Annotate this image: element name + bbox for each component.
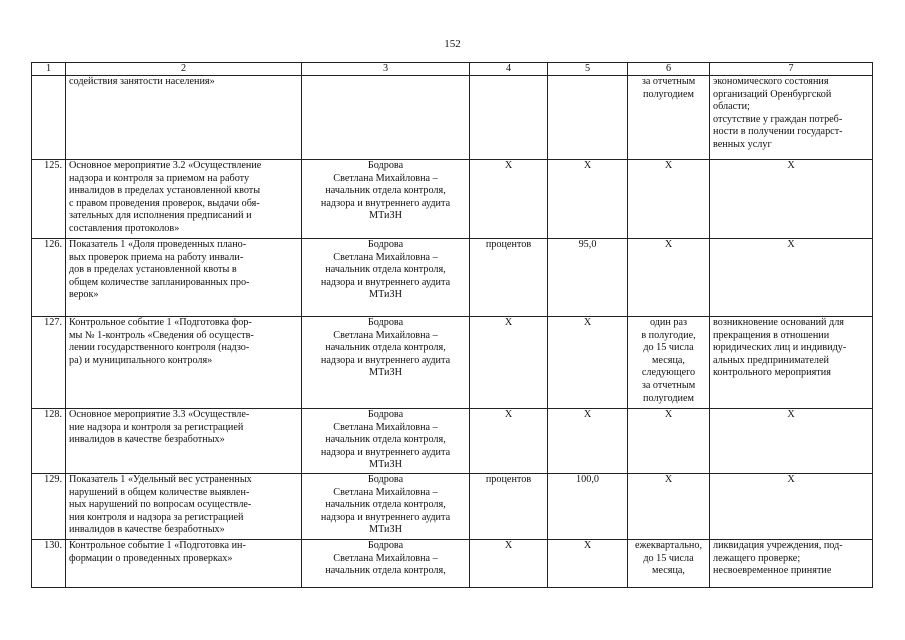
deadline-cell-line: ежеквартально,	[634, 540, 703, 551]
measure-name-cell-line: инвалидов в качестве безработных»	[69, 434, 225, 446]
table-row	[32, 540, 873, 588]
deadline-cell-line: полугодием	[643, 392, 694, 404]
risk-cell	[710, 540, 873, 588]
risk-cell-line: отсутствие у граждан потреб-	[713, 113, 843, 125]
value-cell: X	[548, 540, 628, 588]
risk-cell-line: экономического состояния	[713, 76, 829, 87]
measure-name-cell-line: мы № 1-контроль «Сведения об осуществ-	[69, 329, 254, 341]
table-row	[32, 239, 873, 317]
responsible-cell	[302, 317, 470, 409]
measure-name-cell-line: лении государственного контроля (надзо-	[69, 342, 250, 354]
risk-cell-line: организаций Оренбургской	[713, 88, 832, 100]
risk-cell	[710, 160, 873, 239]
column-number: 6	[628, 63, 710, 76]
unit-cell: X	[470, 160, 548, 239]
responsible-cell-line: начальник отдела контроля,	[325, 185, 446, 197]
deadline-cell	[628, 409, 710, 474]
responsible-cell	[302, 474, 470, 540]
measures-table	[31, 62, 873, 588]
responsible-cell-line: надзора и внутреннего аудита	[320, 197, 451, 209]
risk-cell-line: контрольного мероприятия	[713, 367, 831, 379]
responsible-cell	[302, 160, 470, 239]
risk-cell-line: ликвидация учреждения, под-	[713, 540, 843, 551]
risk-cell-line: возникновение оснований для	[713, 317, 844, 328]
responsible-cell-line: Светлана Михайловна –	[333, 552, 438, 564]
table-row	[32, 409, 873, 474]
responsible-cell-line: Светлана Михайловна –	[333, 172, 438, 184]
measure-name-cell	[66, 76, 302, 160]
responsible-cell-line: Светлана Михайловна –	[333, 251, 438, 263]
risk-cell	[710, 474, 873, 540]
responsible-cell-line: начальник отдела контроля,	[325, 434, 446, 446]
row-number	[32, 76, 66, 160]
responsible-cell-line: начальник отдела контроля,	[325, 565, 446, 577]
measure-name-cell-line: вых проверок приема на работу инвали-	[69, 251, 244, 263]
responsible-cell-line: Светлана Михайловна –	[333, 421, 438, 433]
column-number: 2	[66, 63, 302, 76]
deadline-cell	[628, 76, 710, 160]
measure-name-cell	[66, 239, 302, 317]
deadline-cell-line: за отчетным	[641, 76, 696, 87]
measure-name-cell-line: ных нарушений по вопросам осуществле-	[69, 499, 252, 511]
table-row	[32, 317, 873, 409]
measure-name-cell-line: Показатель 1 «Удельный вес устраненных	[69, 474, 252, 485]
responsible-cell-line: Светлана Михайловна –	[333, 329, 438, 341]
page-number: 152	[444, 38, 461, 50]
responsible-cell-line: МТиЗН	[369, 459, 402, 471]
row-number: 129.	[32, 474, 66, 540]
risk-cell-line: венных услуг	[713, 138, 772, 150]
value-cell: X	[548, 160, 628, 239]
deadline-cell-line: X	[664, 474, 673, 485]
column-number: 3	[302, 63, 470, 76]
measure-name-cell-line: формации о проведенных проверках»	[69, 552, 233, 564]
deadline-cell	[628, 317, 710, 409]
measure-name-cell-line: ра) и муниципального контроля»	[69, 354, 213, 366]
risk-cell-line: области;	[713, 101, 750, 113]
responsible-cell-line: МТиЗН	[369, 367, 402, 379]
measure-name-cell-line: верок»	[69, 289, 99, 301]
responsible-cell-line: МТиЗН	[369, 524, 402, 536]
measure-name-cell-line: Показатель 1 «Доля проведенных плано-	[69, 239, 247, 250]
responsible-cell-line: Бодрова	[367, 317, 404, 328]
measure-name-cell-line: составления протоколов»	[69, 222, 180, 234]
risk-cell	[710, 76, 873, 160]
risk-cell-line: ности в получении государст-	[713, 126, 843, 138]
risk-cell-line: прекращения в отношении	[713, 329, 830, 341]
measure-name-cell	[66, 540, 302, 588]
responsible-cell-line: надзора и внутреннего аудита	[320, 446, 451, 458]
deadline-cell-line: следующего	[641, 367, 696, 379]
unit-cell: X	[470, 409, 548, 474]
risk-cell-line: альных предпринимателей	[713, 354, 829, 366]
deadline-cell-line: один раз	[649, 317, 688, 328]
value-cell: X	[548, 409, 628, 474]
measure-name-cell-line: Контрольное событие 1 «Подготовка ин-	[69, 540, 246, 551]
responsible-cell-line: МТиЗН	[369, 210, 402, 222]
responsible-cell	[302, 239, 470, 317]
risk-cell-line: лежащего проверке;	[713, 552, 801, 564]
risk-cell	[710, 409, 873, 474]
deadline-cell-line: полугодием	[643, 88, 694, 100]
deadline-cell-line: X	[664, 409, 673, 420]
responsible-cell	[302, 540, 470, 588]
risk-cell-line: X	[787, 239, 795, 250]
responsible-cell-line: начальник отдела контроля,	[325, 264, 446, 276]
measure-name-cell-line: Основное мероприятие 3.3 «Осуществле-	[69, 409, 250, 420]
responsible-cell-line: начальник отдела контроля,	[325, 342, 446, 354]
responsible-cell-line: надзора и внутреннего аудита	[320, 276, 451, 288]
column-number: 4	[470, 63, 548, 76]
column-number: 1	[32, 63, 66, 76]
responsible-cell-line: Светлана Михайловна –	[333, 486, 438, 498]
table-row	[32, 474, 873, 540]
risk-cell-line: несвоевременное принятие	[713, 565, 832, 577]
responsible-cell-line: Бодрова	[367, 160, 404, 171]
value-cell: X	[548, 317, 628, 409]
deadline-cell-line: месяца,	[652, 354, 685, 366]
responsible-cell	[302, 76, 470, 160]
deadline-cell-line: в полугодие,	[641, 329, 696, 341]
responsible-cell-line: Бодрова	[367, 540, 404, 551]
row-number: 130.	[32, 540, 66, 588]
column-number: 7	[710, 63, 873, 76]
deadline-cell	[628, 540, 710, 588]
deadline-cell-line: X	[664, 239, 673, 250]
deadline-cell-line: до 15 числа	[643, 342, 694, 354]
row-number: 125.	[32, 160, 66, 239]
deadline-cell-line: за отчетным	[641, 379, 696, 391]
unit-cell: X	[470, 540, 548, 588]
measure-name-cell-line: зательных для исполнения предписаний и	[69, 210, 252, 222]
responsible-cell-line: начальник отдела контроля,	[325, 499, 446, 511]
deadline-cell	[628, 474, 710, 540]
table-row	[32, 160, 873, 239]
risk-cell-line: юридических лиц и индивиду-	[713, 342, 847, 354]
unit-cell: процентов	[470, 239, 548, 317]
measure-name-cell-line: содействия занятости населения»	[69, 76, 215, 87]
responsible-cell-line: Бодрова	[367, 409, 404, 420]
risk-cell-line: X	[787, 474, 795, 485]
deadline-cell-line: месяца,	[652, 565, 685, 577]
measure-name-cell	[66, 317, 302, 409]
risk-cell	[710, 317, 873, 409]
responsible-cell-line: МТиЗН	[369, 289, 402, 301]
row-number: 127.	[32, 317, 66, 409]
measure-name-cell-line: с правом проведения проверок, выдачи обя-	[69, 197, 260, 209]
deadline-cell	[628, 160, 710, 239]
row-number: 126.	[32, 239, 66, 317]
column-number: 5	[548, 63, 628, 76]
unit-cell	[470, 76, 548, 160]
value-cell	[548, 76, 628, 160]
unit-cell: процентов	[470, 474, 548, 540]
deadline-cell	[628, 239, 710, 317]
deadline-cell-line: X	[664, 160, 673, 171]
risk-cell-line: X	[787, 409, 795, 420]
measure-name-cell-line: Основное мероприятие 3.2 «Осуществление	[69, 160, 262, 171]
measure-name-cell-line: ния контроля и надзора за регистрацией	[69, 511, 244, 523]
deadline-cell-line: до 15 числа	[643, 552, 694, 564]
responsible-cell-line: надзора и внутреннего аудита	[320, 511, 451, 523]
risk-cell	[710, 239, 873, 317]
table-row	[32, 76, 873, 160]
value-cell: 100,0	[548, 474, 628, 540]
risk-cell-line: X	[787, 160, 795, 171]
measure-name-cell-line: дов в пределах установленной квоты в	[69, 264, 237, 276]
measure-name-cell-line: инвалидов в пределах установленной квоты	[69, 185, 261, 197]
measure-name-cell-line: надзора и контроля за приемом на работу	[69, 172, 250, 184]
measure-name-cell-line: нарушений в общем количестве выявлен-	[69, 486, 250, 498]
responsible-cell-line: Бодрова	[367, 474, 404, 485]
measure-name-cell-line: инвалидов в качестве безработных»	[69, 524, 225, 536]
row-number: 128.	[32, 409, 66, 474]
responsible-cell	[302, 409, 470, 474]
value-cell: 95,0	[548, 239, 628, 317]
responsible-cell-line: Бодрова	[367, 239, 404, 250]
measure-name-cell	[66, 474, 302, 540]
responsible-cell-line: надзора и внутреннего аудита	[320, 354, 451, 366]
measure-name-cell	[66, 160, 302, 239]
measure-name-cell-line: Контрольное событие 1 «Подготовка фор-	[69, 317, 252, 328]
measure-name-cell-line: общем количестве запланированных про-	[69, 276, 250, 288]
unit-cell: X	[470, 317, 548, 409]
measure-name-cell-line: ние надзора и контроля за регистрацией	[69, 421, 244, 433]
column-number-row	[32, 63, 873, 76]
measure-name-cell	[66, 409, 302, 474]
